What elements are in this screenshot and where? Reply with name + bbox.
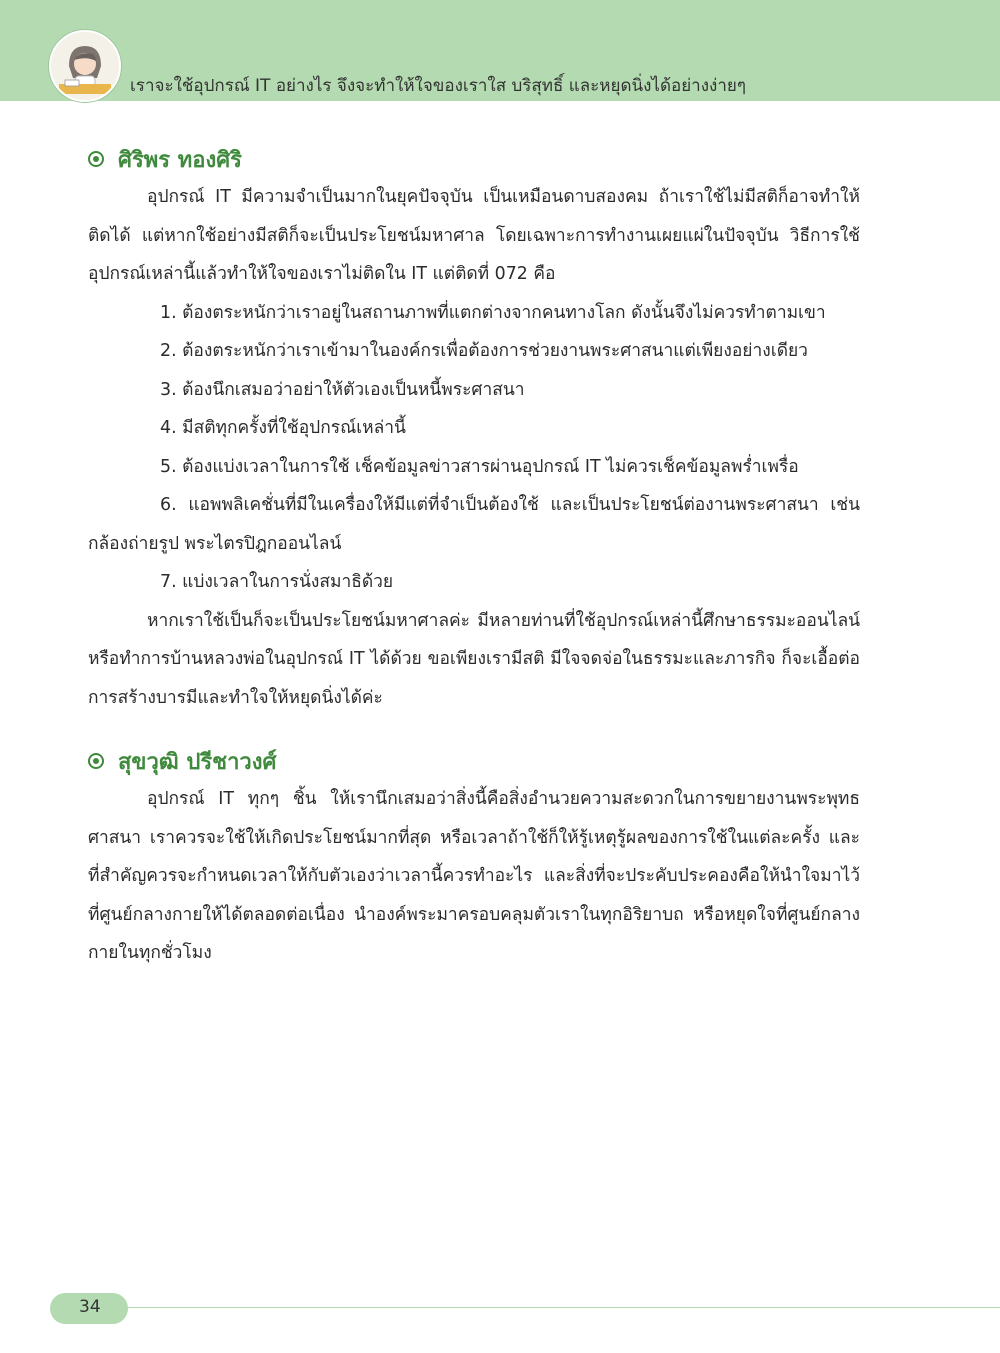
section-heading-text: สุขวุฒิ ปรีชาวงศ์ bbox=[118, 749, 277, 775]
double-circle-bullet-icon bbox=[88, 753, 104, 769]
article-body bbox=[88, 140, 860, 973]
list-item: 6. แอพพลิเคชั่นที่มีในเครื่องให้มีแต่ที่จำเป็นต้องใช้ และเป็นประโยชน์ต่องานพระศาสนา เช่น กล้องถ่ายรูป พระไตรปิฎกออนไลน์ bbox=[88, 495, 860, 554]
page-number: 34 bbox=[79, 1297, 101, 1317]
section-sukhawut bbox=[88, 742, 860, 973]
section-closing: หากเราใช้เป็นก็จะเป็นประโยชน์มหาศาลค่ะ มีหลายท่านที่ใช้อุปกรณ์เหล่านี้ศึกษาธรรมะออนไลน์ หรือทำการบ้านหลวงพ่อในอุปกรณ์ IT ได้ด้วย ขอเพียงเรามีสติ มีใจจดจ่อในธรรมะและภารกิจ ก็จะเอื้อต่อการสร้างบารมีและทำใจให้หยุดนิ่งได้ค่ะ bbox=[88, 610, 860, 708]
list-item: 2. ต้องตระหนักว่าเราเข้ามาในองค์กรเพื่อต้องการช่วยงานพระศาสนาแต่เพียงอย่างเดียว bbox=[160, 341, 808, 361]
list-item: 7. แบ่งเวลาในการนั่งสมาธิด้วย bbox=[160, 572, 394, 592]
section-heading bbox=[88, 742, 860, 780]
header-title: เราจะใช้อุปกรณ์ IT อย่างไร จึงจะทำให้ใจของเราใส บริสุทธิ์ และหยุดนิ่งได้อย่างง่ายๆ bbox=[130, 76, 746, 96]
list-item: 3. ต้องนึกเสมอว่าอย่าให้ตัวเองเป็นหนี้พระศาสนา bbox=[160, 379, 525, 400]
list-item: 4. มีสติทุกครั้งที่ใช้อุปกรณ์เหล่านี้ bbox=[160, 418, 406, 438]
section-heading-text: ศิริพร ทองศิริ bbox=[118, 147, 242, 173]
footer-rule bbox=[128, 1307, 1000, 1308]
girl-studying-illustration-icon bbox=[51, 32, 119, 100]
list-item: 1. ต้องตระหนักว่าเราอยู่ในสถานภาพที่แตกต่างจากคนทางโลก ดังนั้นจึงไม่ควรทำตามเขา bbox=[160, 302, 826, 323]
section-intro: อุปกรณ์ IT ทุกๆ ชิ้น ให้เรานึกเสมอว่าสิ่งนี้คือสิ่งอำนวยความสะดวกในการขยายงานพระพุทธศาสนา เราควรจะใช้ให้เกิดประโยชน์มากที่สุด หรือเวลาถ้าใช้ก็ให้รู้เหตุรู้ผลของการใช้ในแต่ละครั้ง และที่สำคัญควรจะกำหนดเวลาให้กับตัวเองว่าเวลานี้ควรทำอะไร และสิ่งที่จะประคับประคองคือให้นำใจมาไว้ที่ศูนย์กลางกายให้ได้ตลอดต่อเนื่อง นำองค์พระมาครอบคลุมตัวเราในทุกอิริยาบถ หรือหยุดใจที่ศูนย์กลางกายในทุกชั่วโมง bbox=[88, 789, 860, 963]
section-intro: อุปกรณ์ IT มีความจำเป็นมากในยุคปัจจุบัน เป็นเหมือนดาบสองคม ถ้าเราใช้ไม่มีสติก็อาจทำให้ติดได้ แต่หากใช้อย่างมีสติก็จะเป็นประโยชน์มหาศาล โดยเฉพาะการทำงานเผยแผ่ในปัจจุบัน วิธีการใช้อุปกรณ์เหล่านี้แล้วทำให้ใจของเราไม่ติดใน IT แต่ติดที่ 072 คือ bbox=[88, 187, 860, 284]
avatar bbox=[49, 30, 121, 102]
section-heading bbox=[88, 140, 860, 178]
section-siriporn bbox=[88, 140, 860, 717]
list-item: 5. ต้องแบ่งเวลาในการใช้ เช็คข้อมูลข่าวสารผ่านอุปกรณ์ IT ไม่ควรเช็คข้อมูลพร่ำเพรื่อ bbox=[160, 456, 799, 477]
double-circle-bullet-icon bbox=[88, 151, 104, 167]
